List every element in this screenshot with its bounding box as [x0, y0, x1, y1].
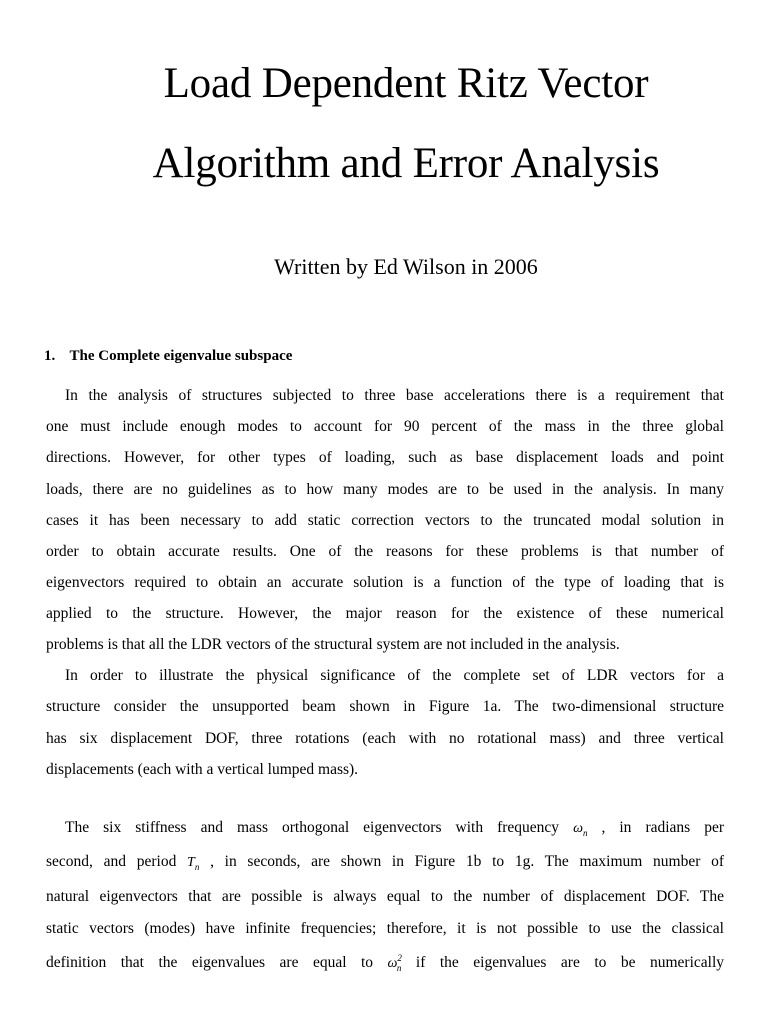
- section-number: 1.: [44, 348, 56, 364]
- paragraph-line: natural eigenvectors that are possible is always equal to the number of displacement DOF. The: [46, 888, 724, 905]
- paragraph-line: loads, there are no guidelines as to how many modes are to be used in the analysis. In many: [46, 481, 724, 498]
- paragraph-line: [65, 820, 724, 838]
- period-symbol: $T_n$: [187, 855, 200, 872]
- section-title: The Complete eigenvalue subspace: [69, 348, 293, 364]
- text-segment: definition that the eigenvalues are equal to: [46, 954, 374, 971]
- paragraph-line: directions. However, for other types of loading, such as base displacement loads and point: [46, 449, 724, 466]
- text-segment: , in radians per: [601, 819, 725, 836]
- paragraph-line: In order to illustrate the physical significance of the complete set of LDR vectors for a: [65, 667, 724, 684]
- paragraph-line: structure consider the unsupported beam shown in Figure 1a. The two-dimensional structure: [46, 698, 724, 715]
- text-segment: second, and period: [46, 853, 177, 870]
- omega-symbol: $\omega_n$: [573, 821, 588, 838]
- paragraph-line: has six displacement DOF, three rotations (each with no rotational mass) and three vertical: [46, 730, 724, 747]
- paragraph-line: displacements (each with a vertical lumped mass).: [46, 761, 359, 778]
- paragraph-line: [46, 854, 724, 872]
- paragraph-line: applied to the structure. However, the major reason for the existence of these numerical: [46, 605, 724, 622]
- paragraph-line: static vectors (modes) have infinite frequencies; therefore, it is not possible to use the classical: [46, 920, 724, 937]
- paragraph-line: In the analysis of structures subjected to three base accelerations there is a requirement that: [65, 387, 724, 404]
- section-heading: [44, 349, 292, 364]
- title-line-2: Algorithm and Error Analysis: [152, 140, 660, 187]
- author-line: Written by Ed Wilson in 2006: [274, 254, 538, 279]
- paragraph-line: one must include enough modes to account for 90 percent of the mass in the three global: [46, 418, 724, 435]
- omega-squared-symbol: $\omega^2_n$: [387, 953, 402, 973]
- title-line-1: Load Dependent Ritz Vector: [163, 60, 649, 107]
- paragraph-line: [46, 954, 724, 973]
- paragraph-line: problems is that all the LDR vectors of the structural system are not included in the analysis.: [46, 636, 620, 653]
- paragraph-line: order to obtain accurate results. One of the reasons for these problems is that number of: [46, 543, 724, 560]
- paragraph-line: cases it has been necessary to add static correction vectors to the truncated modal solution in: [46, 512, 724, 529]
- text-segment: , in seconds, are shown in Figure 1b to 1g. The maximum number of: [210, 853, 724, 870]
- text-segment: if the eigenvalues are to be numerically: [415, 954, 724, 971]
- text-segment: The six stiffness and mass orthogonal eigenvectors with frequency: [65, 819, 560, 836]
- paragraph-line: eigenvectors required to obtain an accurate solution is a function of the type of loading that is: [46, 574, 724, 591]
